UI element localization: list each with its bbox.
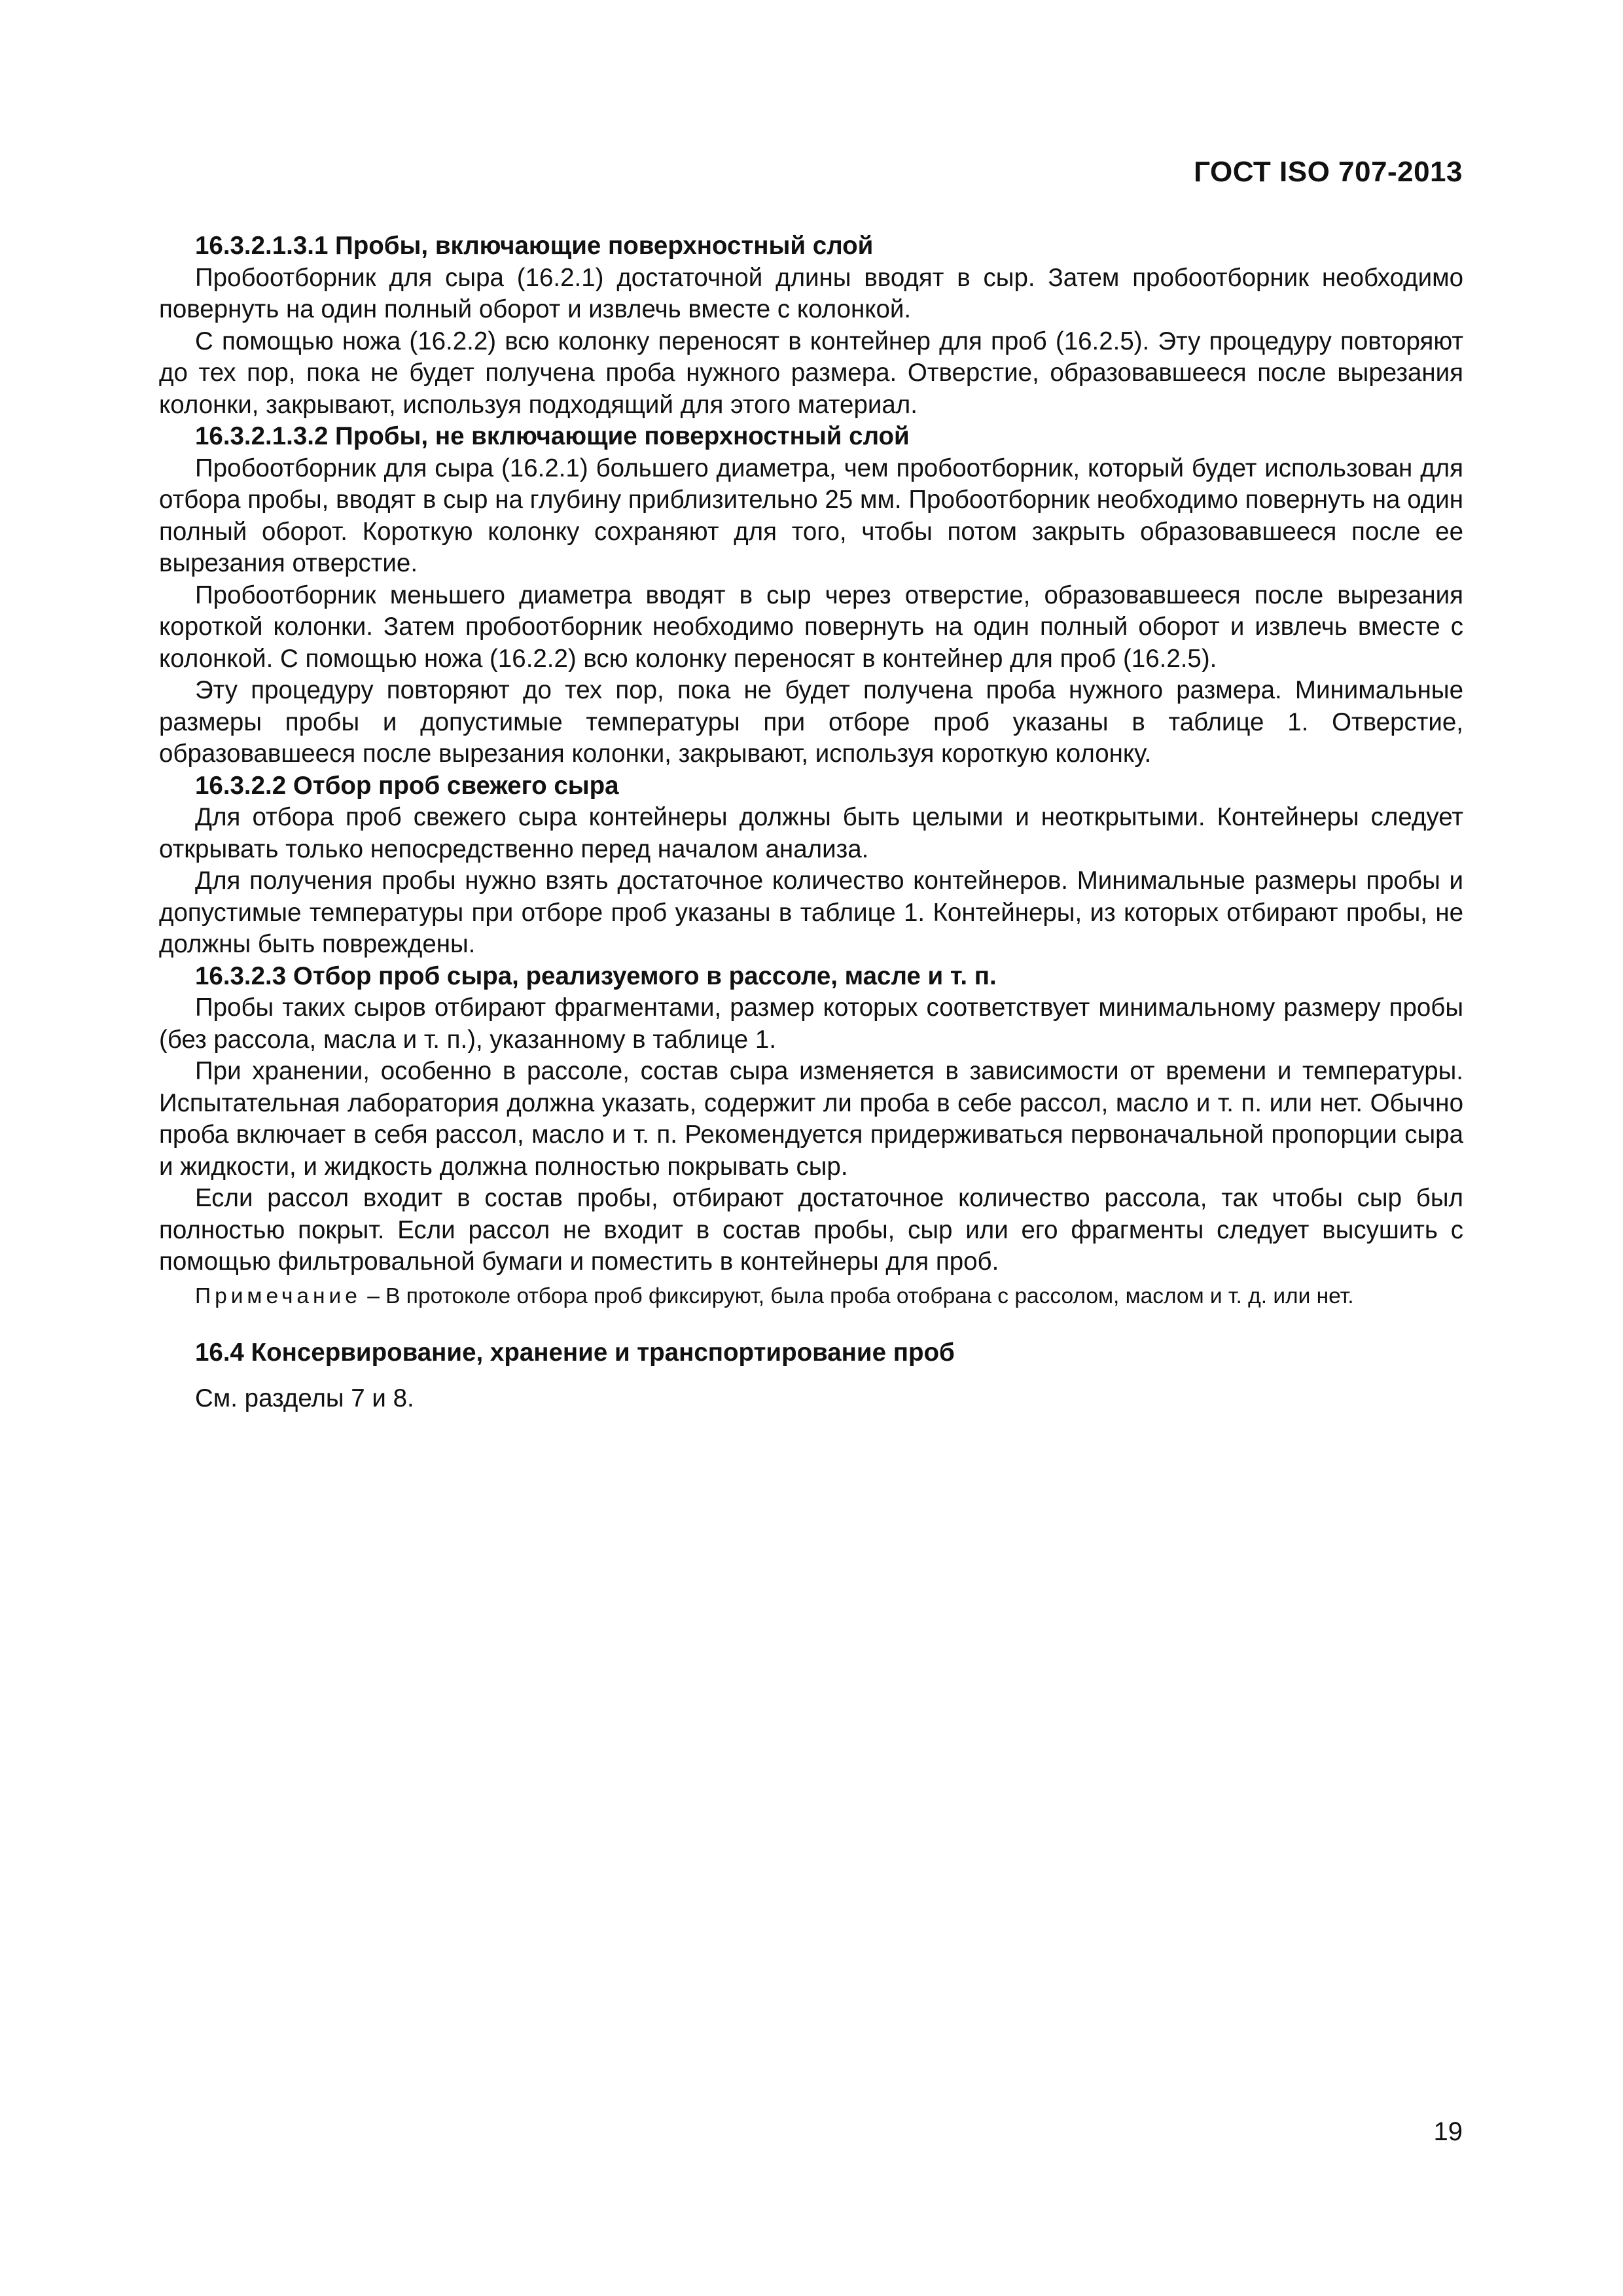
heading-16-3-2-1-3-2: 16.3.2.1.3.2 Пробы, не включающие поверхностный слой	[195, 422, 910, 450]
heading-16-4: 16.4 Консервирование, хранение и транспортирование проб	[195, 1338, 955, 1367]
note-label: Примечание	[195, 1283, 361, 1308]
paragraph: Пробоотборник меньшего диаметра вводят в сыр через отверстие, образовавшееся после вырезания короткой колонки. Затем пробоотборник необходимо повернуть на один полный оборот и извлечь вместе с колонкой. С помощью ножа (16.2.2) всю колонку переносят в контейнер для проб (16.2.5).	[159, 581, 1463, 673]
document-body	[159, 230, 1463, 1415]
paragraph: С помощью ножа (16.2.2) всю колонку переносят в контейнер для проб (16.2.5). Эту процедуру повторяют до тех пор, пока не будет получена проба нужного размера. Отверстие, образовавшееся после вырезания колонки, закрывают, используя подходящий для этого материал.	[159, 327, 1463, 419]
heading-16-3-2-2: 16.3.2.2 Отбор проб свежего сыра	[195, 771, 619, 800]
paragraph: Эту процедуру повторяют до тех пор, пока не будет получена проба нужного размера. Минимальные размеры пробы и допустимые температуры при отборе проб указаны в таблице 1. Отверстие, образовавшееся после вырезания колонки, закрывают, используя короткую колонку.	[159, 676, 1463, 768]
paragraph: Пробоотборник для сыра (16.2.1) большего диаметра, чем пробоотборник, который будет использован для отбора пробы, вводят в сыр на глубину приблизительно 25 мм. Пробоотборник необходимо повернуть на один полный оборот. Короткую колонку сохраняют для того, чтобы потом закрыть образовавшееся после ее вырезания отверстие.	[159, 454, 1463, 577]
section-16-4-text: См. разделы 7 и 8.	[195, 1384, 414, 1412]
paragraph: Пробы таких сыров отбирают фрагментами, размер которых соответствует минимальному размеру пробы (без рассола, масла и т. п.), указанному в таблице 1.	[159, 994, 1463, 1054]
note-dash: –	[361, 1283, 386, 1308]
heading-16-3-2-1-3-1: 16.3.2.1.3.1 Пробы, включающие поверхностный слой	[195, 232, 874, 260]
note	[159, 1282, 1463, 1311]
paragraph: Пробоотборник для сыра (16.2.1) достаточной длины вводят в сыр. Затем пробоотборник необходимо повернуть на один полный оборот и извлечь вместе с колонкой.	[159, 263, 1463, 323]
paragraph: Если рассол входит в состав пробы, отбирают достаточное количество рассола, так чтобы сыр был полностью покрыт. Если рассол не входит в состав пробы, сыр или его фрагменты следует высушить с помощью фильтровальной бумаги и поместить в контейнеры для проб.	[159, 1184, 1463, 1276]
paragraph: Для получения пробы нужно взять достаточное количество контейнеров. Минимальные размеры пробы и допустимые температуры при отборе проб указаны в таблице 1. Контейнеры, из которых отбирают пробы, не должны быть повреждены.	[159, 867, 1463, 958]
heading-16-3-2-3: 16.3.2.3 Отбор проб сыра, реализуемого в рассоле, масле и т. п.	[195, 961, 997, 990]
paragraph: Для отбора проб свежего сыра контейнеры должны быть целыми и неоткрытыми. Контейнеры следует открывать только непосредственно перед началом анализа.	[159, 803, 1463, 863]
paragraph: При хранении, особенно в рассоле, состав сыра изменяется в зависимости от времени и температуры. Испытательная лаборатория должна указать, содержит ли проба в себе рассол, масло и т. п. или нет. Обычно проба включает в себя рассол, масло и т. п. Рекомендуется придерживаться первоначальной пропорции сыра и жидкости, и жидкость должна полностью покрывать сыр.	[159, 1057, 1463, 1181]
page-number: 19	[1433, 2117, 1463, 2146]
note-text: В протоколе отбора проб фиксируют, была проба отобрана с рассолом, маслом и т. д. или нет.	[385, 1283, 1354, 1308]
document-header: ГОСТ ISO 707-2013	[1194, 156, 1463, 188]
